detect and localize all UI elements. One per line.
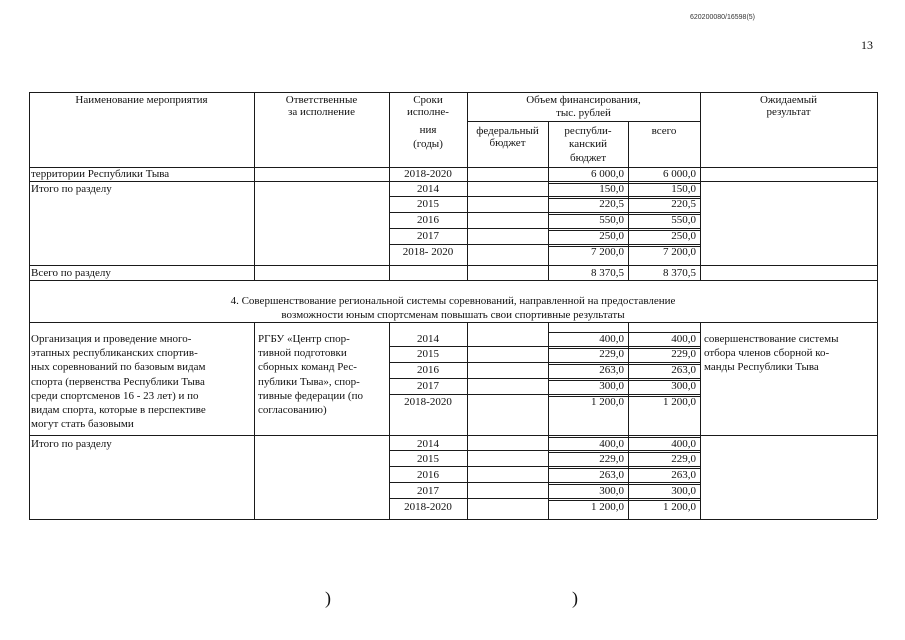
section-total-2-year: 2017	[417, 485, 439, 497]
table-grid	[29, 92, 877, 519]
funding-table	[29, 92, 877, 519]
row-territory-year: 2018-2020	[404, 168, 452, 180]
section-total-2-total: 263,0	[671, 469, 696, 481]
header-terms-3: ния	[419, 124, 437, 136]
section-total-2-republic: 1 200,0	[591, 501, 624, 513]
section-total-2-republic: 300,0	[599, 485, 624, 497]
row-territory-total: 6 000,0	[663, 168, 696, 180]
table-rule-horizontal	[389, 346, 700, 347]
activity-name-line: среди спортсменов 16 - 23 лет) и по	[31, 389, 199, 402]
table-rule-horizontal	[389, 378, 700, 379]
header-total: всего	[651, 125, 677, 137]
table-rule-horizontal	[389, 244, 700, 245]
activity-responsible-line: публики Тыва», спор-	[258, 375, 360, 388]
table-rule-vertical	[254, 322, 255, 519]
activity-republic: 400,0	[599, 333, 624, 345]
activity-year: 2016	[417, 364, 439, 376]
activity-responsible-line: сборных команд Рес-	[258, 361, 357, 374]
section-total-2-year: 2016	[417, 469, 439, 481]
table-rule-horizontal	[389, 196, 700, 197]
section-total-1-name: Итого по разделу	[31, 183, 112, 195]
section-total-1-year: 2015	[417, 198, 439, 210]
activity-name-line: ных соревнований по базовым видам	[31, 361, 206, 374]
grand-total-republic: 8 370,5	[591, 267, 624, 279]
section-total-1-year: 2017	[417, 230, 439, 242]
activity-responsible-line: согласованию)	[258, 404, 327, 416]
header-republic-1: республи-	[564, 125, 612, 137]
section-total-2-total: 229,0	[671, 453, 696, 465]
activity-year: 2014	[417, 333, 439, 345]
section-total-1-republic: 250,0	[599, 230, 624, 242]
table-rule-vertical	[700, 92, 701, 280]
document-id: 620200080/16598(5)	[690, 14, 756, 21]
section-total-2-year: 2015	[417, 453, 439, 465]
section-total-2-total: 1 200,0	[663, 501, 696, 513]
table-rule-horizontal	[389, 482, 700, 483]
activity-name-line: могут стать базовыми	[31, 418, 134, 431]
section-total-1-year: 2014	[417, 183, 439, 195]
table-rule-vertical	[700, 322, 701, 519]
header-republic-2: канский	[569, 138, 607, 150]
table-rule-vertical	[29, 92, 30, 519]
header-terms-2: исполне-	[407, 106, 449, 118]
activity-responsible-line: тивные федерации (по	[258, 389, 363, 402]
table-rule-horizontal	[467, 121, 700, 122]
section-total-1-total: 150,0	[671, 183, 696, 195]
activity-result-line: совершенствование системы	[704, 333, 839, 345]
section-total-1-total: 550,0	[671, 214, 696, 226]
section-total-2-year: 2014	[417, 438, 439, 450]
section-total-1-year: 2016	[417, 214, 439, 226]
header-terms-1: Сроки	[413, 94, 443, 106]
grand-total-name: Всего по разделу	[31, 267, 111, 279]
activity-year: 2018-2020	[404, 396, 452, 408]
table-rule-horizontal	[29, 181, 877, 182]
table-rule-vertical	[467, 92, 468, 280]
section-total-1-total: 220,5	[671, 198, 696, 210]
section-total-1-republic: 550,0	[599, 214, 624, 226]
header-activity-name: Наименование мероприятия	[75, 94, 208, 106]
header-funding-1: Объем финансирования,	[526, 94, 641, 106]
section-4-title-2: возможности юным спортсменам повышать свои спортивные результаты	[281, 309, 625, 321]
activity-republic: 263,0	[599, 364, 624, 376]
header-result-2: результат	[766, 106, 811, 118]
section-total-1-republic: 150,0	[599, 183, 624, 195]
activity-responsible-line: тивной подготовки	[258, 347, 347, 360]
table-rule-horizontal	[29, 265, 877, 266]
activity-total: 229,0	[671, 348, 696, 360]
activity-year: 2017	[417, 380, 439, 392]
activity-name-line: видам спорта, которые в перспективе	[31, 404, 206, 416]
activity-result-line: отбора членов сборной ко-	[704, 347, 830, 360]
section-total-2-total: 300,0	[671, 485, 696, 497]
header-federal-1: федеральный	[476, 125, 539, 137]
section-total-2-republic: 400,0	[599, 438, 624, 450]
activity-total: 1 200,0	[663, 396, 696, 408]
activity-republic: 300,0	[599, 380, 624, 392]
header-republic-3: бюджет	[570, 152, 606, 164]
table-rule-vertical	[467, 322, 468, 519]
activity-responsible-line: РГБУ «Центр спор-	[258, 333, 350, 345]
activity-republic: 1 200,0	[591, 396, 624, 408]
header-responsible-1: Ответственные	[285, 94, 358, 106]
table-rule-horizontal	[29, 167, 877, 168]
table-rule-horizontal	[29, 92, 877, 93]
table-rule-horizontal	[389, 362, 700, 363]
table-rule-horizontal	[389, 212, 700, 213]
section-total-2-republic: 263,0	[599, 469, 624, 481]
table-rule-vertical	[877, 92, 878, 519]
table-rule-horizontal	[389, 394, 700, 395]
table-rule-horizontal	[389, 466, 700, 467]
margin-mark-right: )	[572, 588, 578, 608]
table-rule-horizontal	[29, 322, 877, 323]
section-total-1-total: 250,0	[671, 230, 696, 242]
table-rule-horizontal	[389, 228, 700, 229]
table-rule-vertical	[254, 92, 255, 280]
activity-total: 400,0	[671, 333, 696, 345]
section-total-1-republic: 7 200,0	[591, 246, 624, 258]
margin-mark-left: )	[325, 588, 331, 608]
activity-name-line: спорта (первенства Республики Тыва	[31, 375, 205, 388]
section-total-1-total: 7 200,0	[663, 246, 696, 258]
table-rule-horizontal	[389, 498, 700, 499]
activity-total: 263,0	[671, 364, 696, 376]
header-responsible-2: за исполнение	[288, 106, 355, 118]
section-total-2-republic: 229,0	[599, 453, 624, 465]
activity-name-line: Организация и проведение много-	[31, 333, 192, 345]
activity-republic: 229,0	[599, 348, 624, 360]
activity-name-line: этапных республиканских спортив-	[31, 347, 198, 360]
table-rule-horizontal	[29, 435, 877, 436]
page-number: 13	[861, 38, 873, 52]
activity-total: 300,0	[671, 380, 696, 392]
activity-result-line: манды Республики Тыва	[704, 361, 819, 374]
activity-year: 2015	[417, 348, 439, 360]
section-total-1-year: 2018- 2020	[402, 246, 454, 258]
section-total-2-name: Итого по разделу	[31, 438, 112, 450]
table-rule-horizontal	[29, 280, 877, 281]
row-territory-name: территории Республики Тыва	[31, 168, 170, 180]
table-rule-horizontal	[29, 519, 877, 520]
section-4-title-1: 4. Совершенствование региональной системы соревнований, направленной на предоставление	[230, 295, 676, 307]
header-funding-2: тыс. рублей	[556, 107, 611, 119]
section-total-2-total: 400,0	[671, 438, 696, 450]
row-territory-republic: 6 000,0	[591, 168, 624, 180]
header-terms-4: (годы)	[413, 138, 443, 150]
header-result-1: Ожидаемый	[759, 94, 818, 106]
section-total-1-republic: 220,5	[599, 198, 624, 210]
grand-total-total: 8 370,5	[663, 267, 696, 279]
section-total-2-year: 2018-2020	[404, 501, 452, 513]
table-rule-horizontal	[389, 450, 700, 451]
header-federal-2: бюджет	[489, 137, 526, 149]
